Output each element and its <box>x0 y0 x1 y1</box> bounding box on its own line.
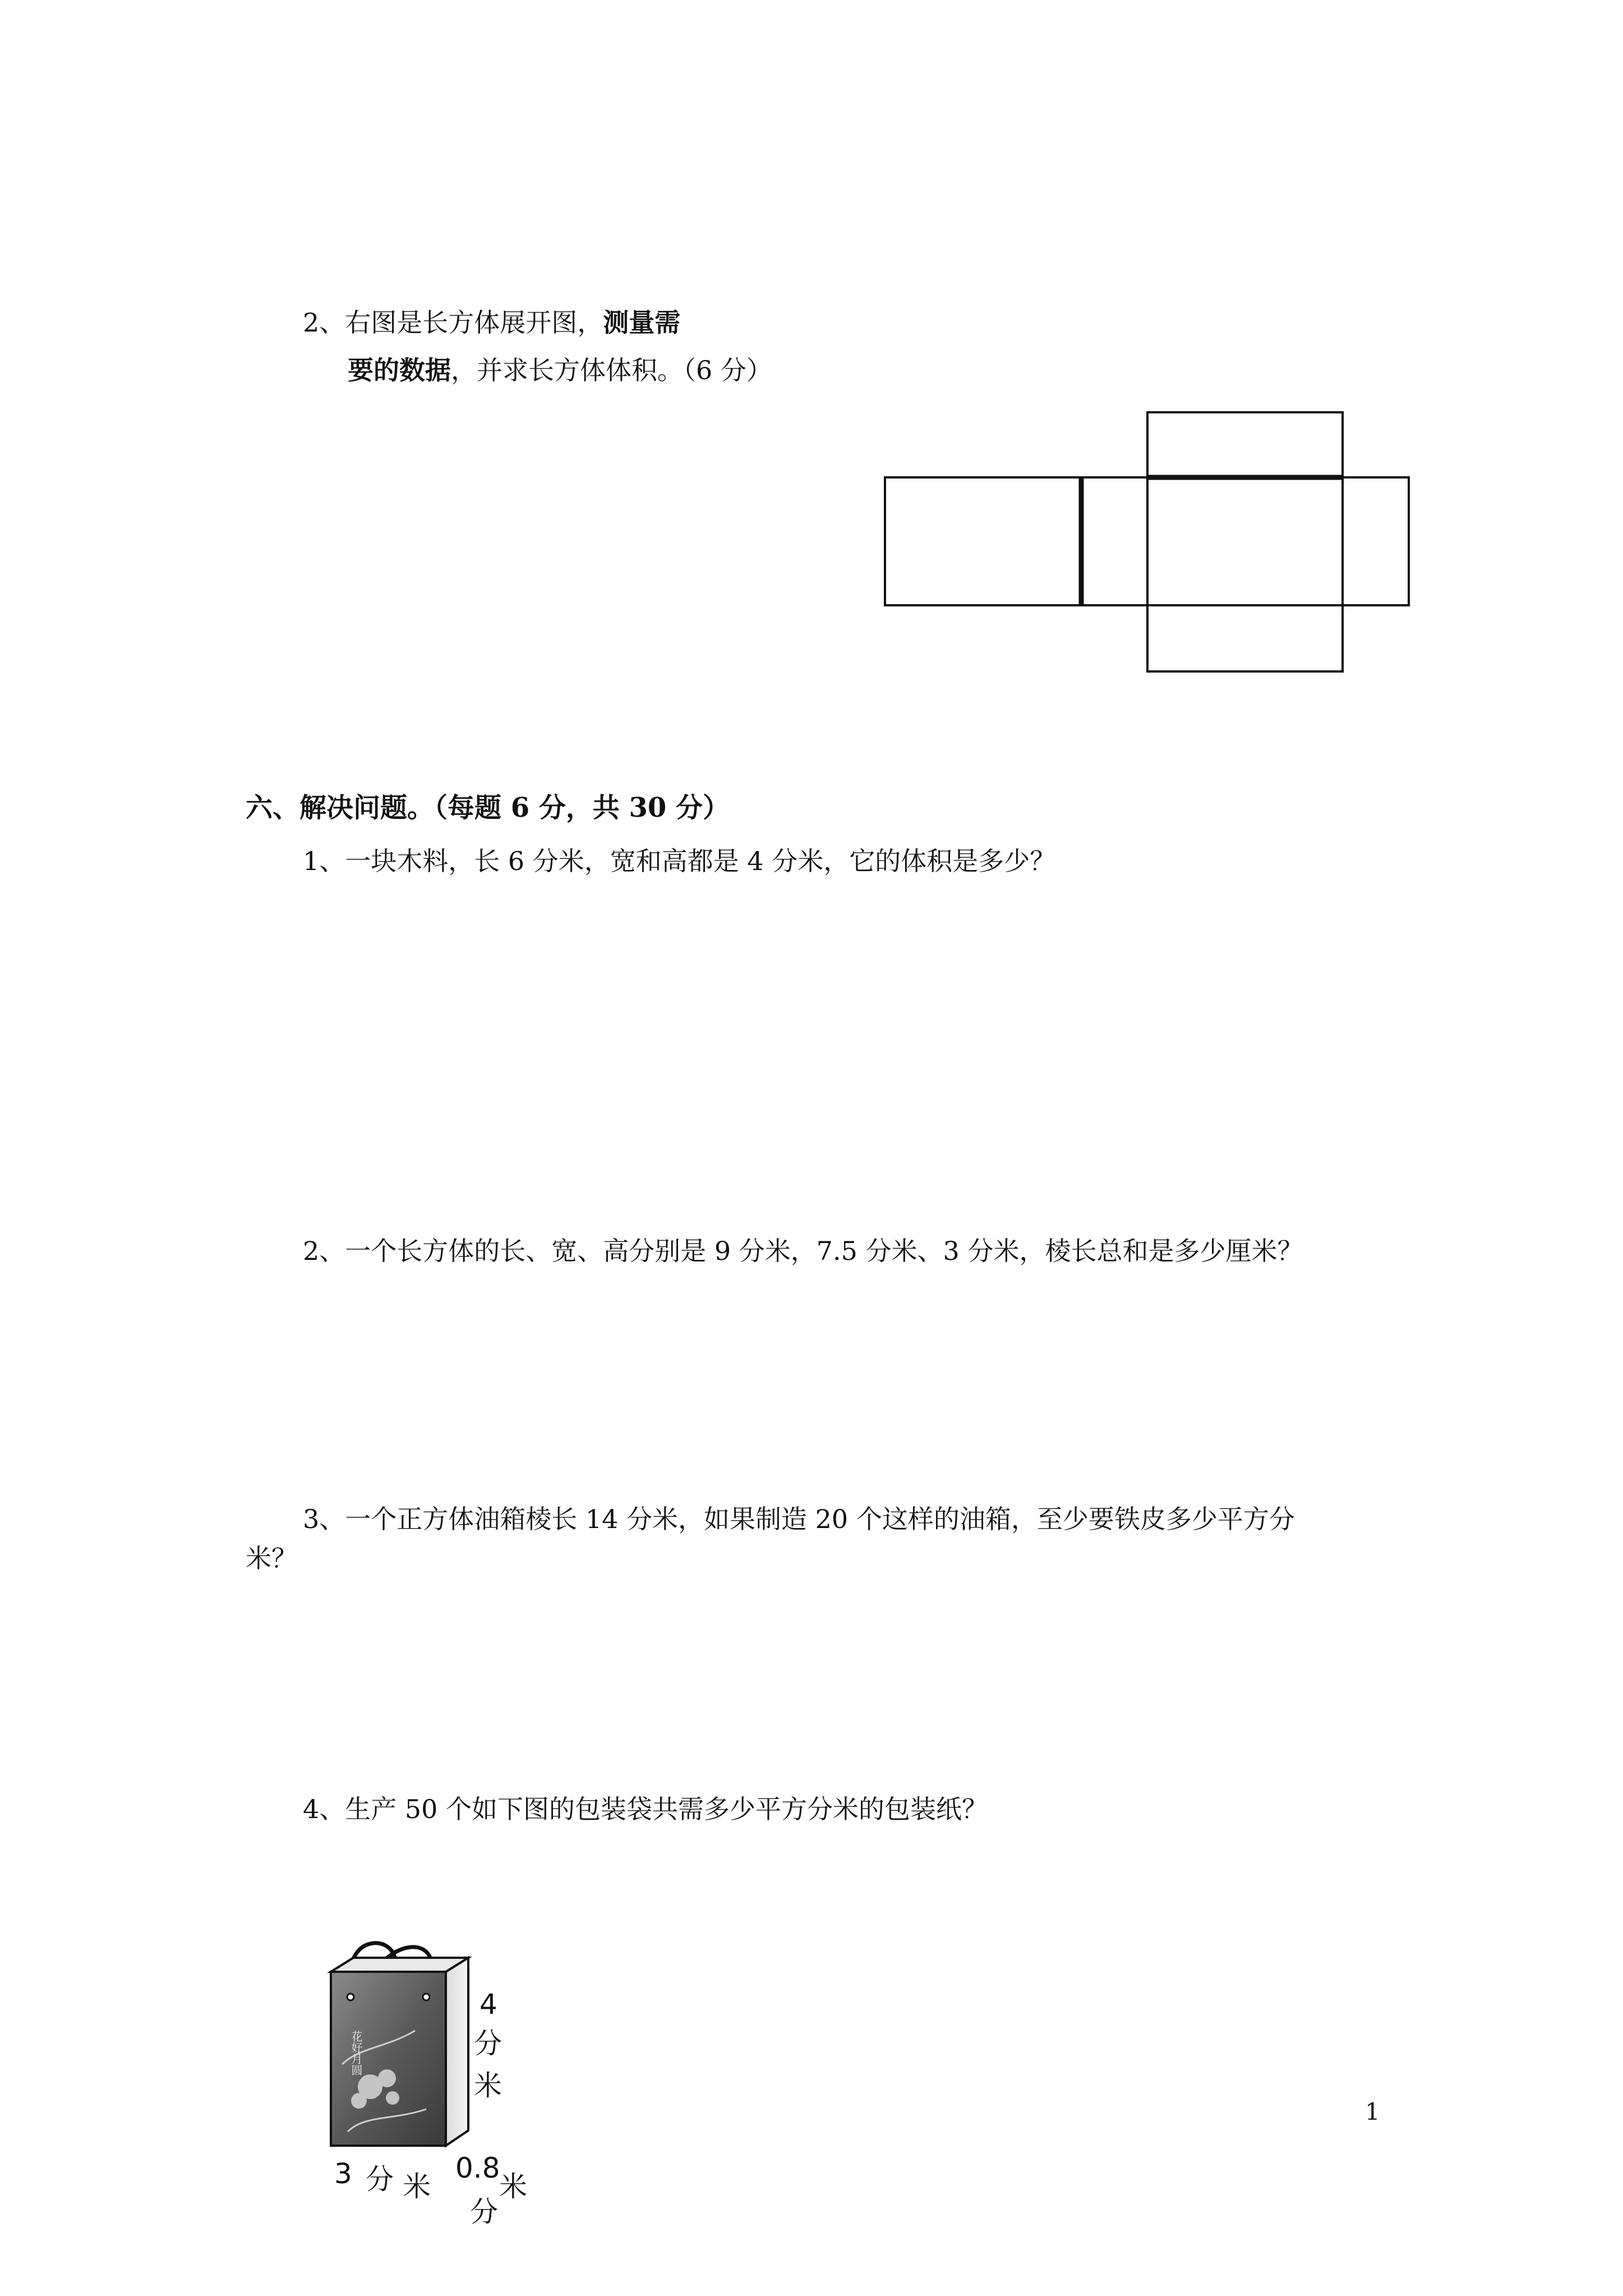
section-6-heading: 六、解决问题。（每题 6 分，共 30 分） <box>246 792 730 823</box>
section-6-q1: 1、一块木料，长 6 分米，宽和高都是 4 分米，它的体积是多少？ <box>303 846 1056 876</box>
section-6-q2: 2、一个长方体的长、宽、高分别是 9 分米，7.5 分米、3 分米，棱长总和是多少厘米？ <box>303 1236 1303 1266</box>
section-6-q3-line2: 米？ <box>246 1543 297 1573</box>
page-number: 1 <box>1365 2098 1380 2125</box>
bag-depth-unit-2: 米 <box>499 2170 527 2203</box>
q5-2-line1-bold: 测量需 <box>603 307 681 338</box>
q5-2-line1-text: 2、右图是长方体展开图， <box>303 307 603 338</box>
bag-depth-value: 0.8 <box>455 2152 500 2184</box>
section-6-q3-line1: 3、一个正方体油箱棱长 14 分米，如果制造 20 个这样的油箱，至少要铁皮多少平方分 <box>303 1504 1295 1534</box>
q5-2-line2-bold: 要的数据 <box>348 355 451 385</box>
bag-depth-unit-1: 分 <box>470 2196 498 2228</box>
bag-decor-text: 花好月圆 <box>349 2031 363 2076</box>
section-6-q4: 4、生产 50 个如下图的包装袋共需多少平方分米的包装纸？ <box>303 1794 988 1824</box>
bag-top-edge <box>331 1958 468 1972</box>
q5-2-line2-text: ，并求长方体体积。（6 分） <box>451 355 772 385</box>
bag-height-unit-1: 分 <box>474 2027 502 2060</box>
bag-width-unit-1: 分 <box>366 2163 394 2196</box>
bag-height-unit-2: 米 <box>474 2069 502 2102</box>
bag-side-panel <box>446 1958 468 2146</box>
bag-width-value: 3 <box>334 2157 352 2190</box>
bag-width-unit-2: 米 <box>403 2170 431 2203</box>
bag-height-value: 4 <box>479 1988 497 2021</box>
